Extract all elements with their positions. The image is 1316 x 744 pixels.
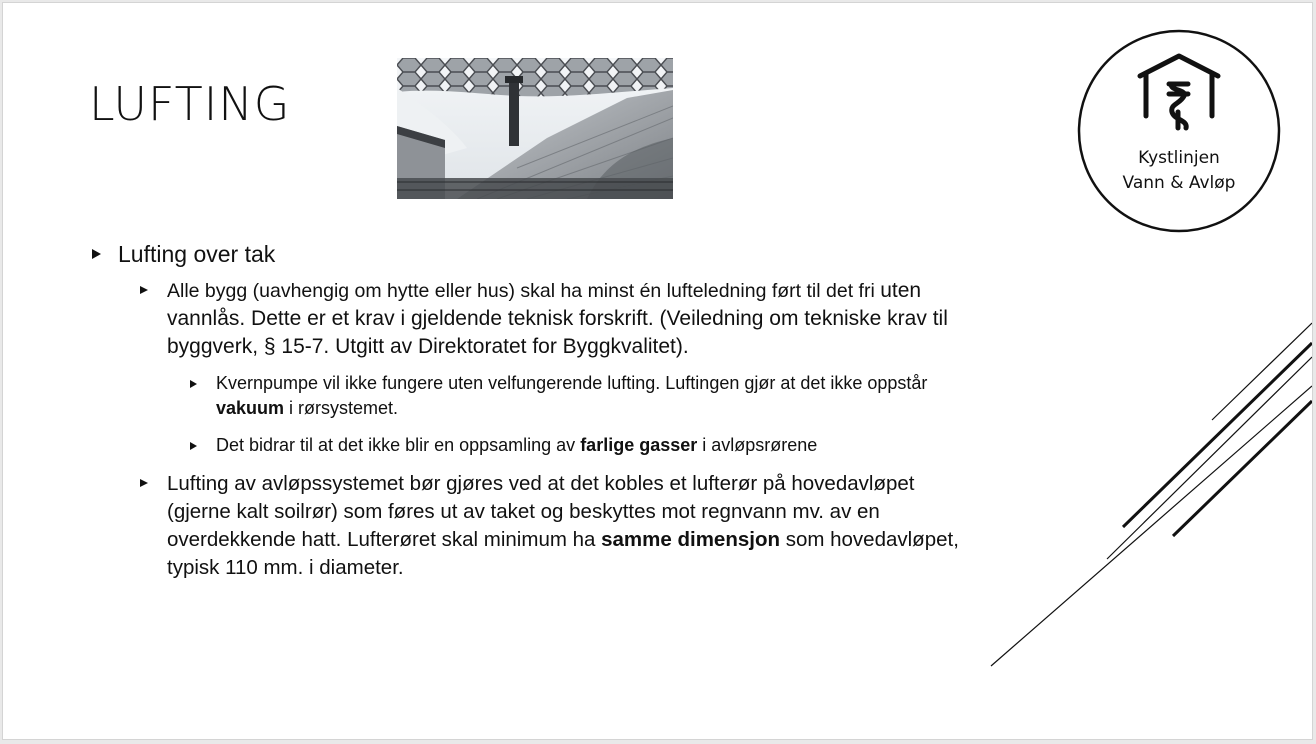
bullet-text-rest: uten vannlås. Dette er et krav i gjeldende teknisk forskrift. (Veiledning om tekniske krav til byggverk, § 15-7. Utgitt av Direktoratet for Byggkvalitet). — [167, 279, 948, 358]
triangle-bullet-icon — [140, 479, 148, 487]
bullet-text-bold: samme dimensjon — [601, 528, 780, 551]
bullet-text: som hovedavløpet, typisk 110 mm. i diameter. — [167, 528, 959, 579]
roof-vent-photo — [397, 58, 673, 199]
triangle-bullet-icon — [190, 380, 197, 388]
bullet-text-bold: vakuum — [216, 398, 285, 418]
bullet-text: i rørsystemet. — [284, 398, 399, 418]
bullet-level2-lufterør — [89, 470, 969, 582]
company-logo — [1076, 28, 1282, 234]
bullet-text: Kvernpumpe vil ikke fungere uten velfungerende lufting. Luftingen gjør at det ikke oppstår — [216, 373, 928, 393]
bullet-level3-gasser — [89, 433, 969, 458]
bullet-level3-kvernpumpe — [89, 371, 969, 421]
bullet-text: Lufting over tak — [118, 241, 276, 267]
logo-line-1: Kystlinjen — [1138, 148, 1220, 168]
triangle-bullet-icon — [92, 249, 101, 259]
bullet-level2-krav — [89, 277, 969, 361]
bullet-text: i avløpsrørene — [697, 435, 818, 455]
slide-title: LUFTING — [89, 77, 291, 131]
slide — [3, 3, 1312, 739]
bullet-list — [89, 239, 969, 582]
bullet-text-first: Alle bygg (uavhengig om hytte eller hus) skal ha minst én lufteledning ført til det fri — [167, 280, 875, 302]
bullet-text: Lufting av avløpssystemet bør gjøres ved at det kobles et lufterør på hovedavløpet (gjerne kalt soilrør) som føres ut av taket og beskyttes mot regnvann mv. av en overdekkende hatt. Lufterøret skal minimum ha — [167, 472, 915, 551]
triangle-bullet-icon — [140, 286, 148, 294]
logo-line-2: Vann & Avløp — [1122, 173, 1236, 193]
bullet-level1-lufting-over-tak — [89, 239, 969, 269]
bullet-text: Det bidrar til at det ikke blir en oppsamling av — [216, 435, 581, 455]
triangle-bullet-icon — [190, 442, 197, 450]
bullet-text-bold: farlige gasser — [580, 435, 698, 455]
